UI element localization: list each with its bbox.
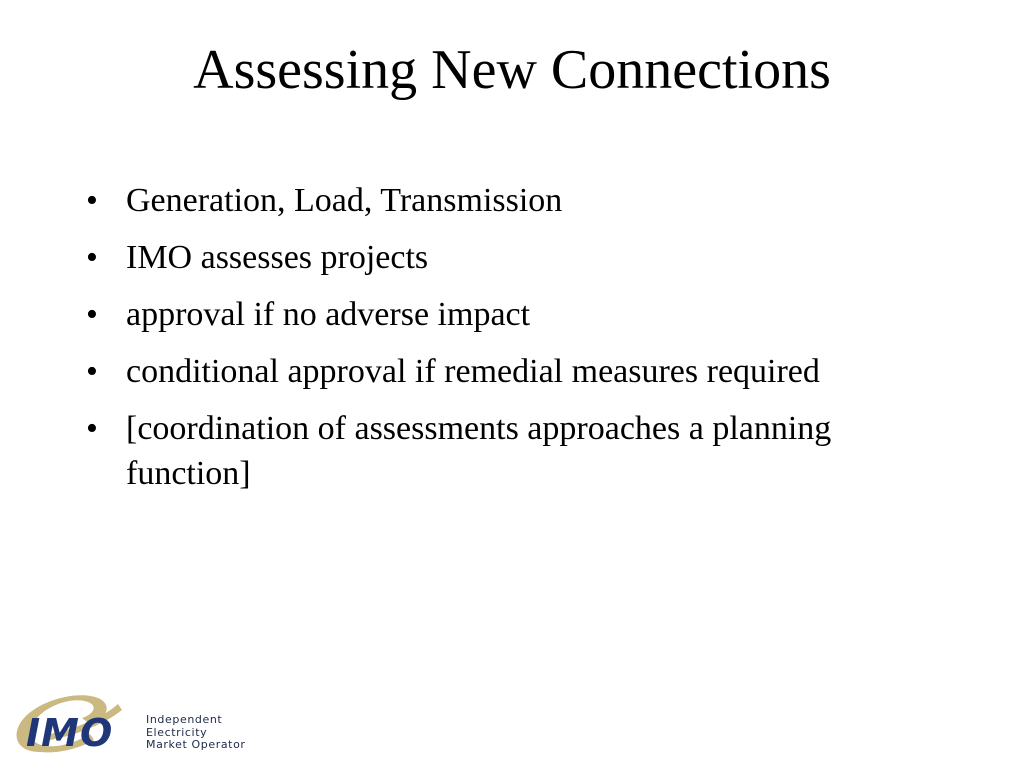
slide-title: Assessing New Connections bbox=[193, 39, 831, 101]
logo-line: Market Operator bbox=[146, 738, 246, 751]
bullet-item bbox=[86, 349, 846, 394]
bullet-text: approval if no adverse impact bbox=[126, 296, 531, 333]
logo-line: Electricity bbox=[146, 725, 208, 739]
bullet-dot: • bbox=[86, 296, 98, 333]
bullet-item bbox=[86, 292, 846, 337]
bullet-item bbox=[86, 235, 846, 280]
logo-mark: IMO bbox=[26, 711, 114, 755]
bullet-item bbox=[86, 178, 846, 223]
bullet-dot: • bbox=[86, 239, 98, 276]
logo-wordmark bbox=[146, 714, 246, 752]
bullet-text: [coordination of assessments approaches a planning function] bbox=[126, 410, 832, 492]
logo-line: Independent bbox=[146, 713, 223, 726]
bullet-item bbox=[86, 406, 846, 496]
bullet-dot: • bbox=[86, 182, 98, 219]
bullet-text: IMO assesses projects bbox=[126, 239, 429, 276]
bullet-text: Generation, Load, Transmission bbox=[126, 182, 563, 219]
bullet-dot: • bbox=[86, 353, 98, 390]
bullet-dot: • bbox=[86, 410, 98, 447]
bullet-list bbox=[86, 178, 846, 508]
bullet-text: conditional approval if remedial measures required bbox=[126, 353, 820, 390]
